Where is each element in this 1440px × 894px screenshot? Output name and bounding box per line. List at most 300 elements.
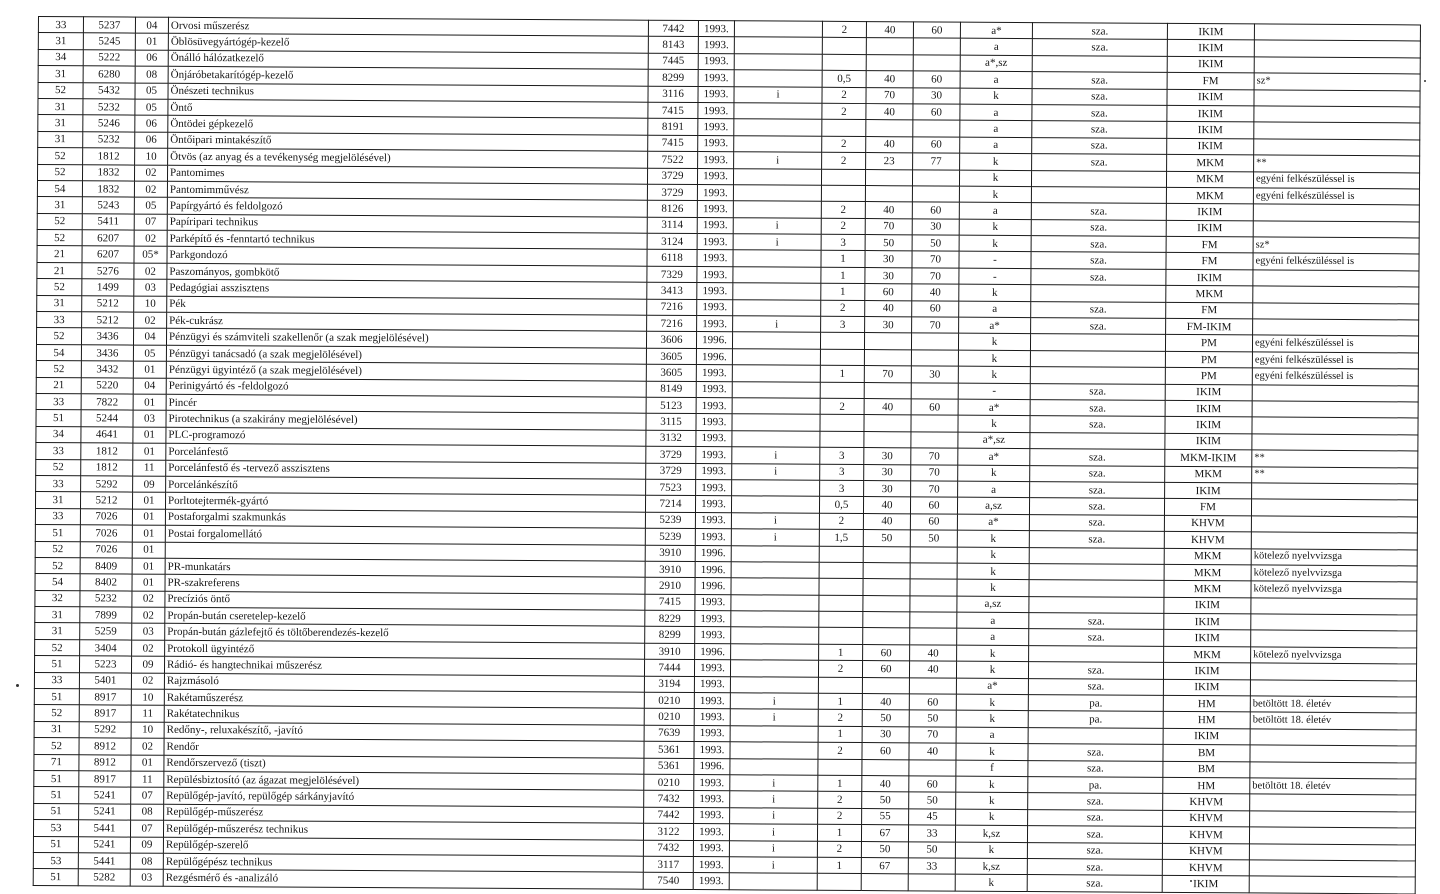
cell-level-code: 33 xyxy=(36,475,81,492)
cell-theory-percent: 60 xyxy=(865,284,912,301)
cell-theory-percent: 60 xyxy=(863,644,910,661)
cell-practice-percent: 50 xyxy=(909,710,956,727)
cell-duration: 1 xyxy=(818,693,862,710)
cell-theory-percent: 50 xyxy=(863,530,910,547)
cell-theory-percent xyxy=(863,546,910,563)
cell-level-code: 51 xyxy=(33,836,78,853)
cell-duration xyxy=(819,579,863,596)
cell-flag xyxy=(733,168,821,185)
cell-sza-mark: sza. xyxy=(1032,88,1167,105)
cell-flag xyxy=(732,381,820,398)
cell-level-code: 34 xyxy=(36,426,81,443)
cell-ministry: IKIM xyxy=(1165,482,1252,499)
cell-year: 1993. xyxy=(696,381,732,398)
cell-occupation-code: 5241 xyxy=(79,787,131,804)
cell-sza-mark: sza. xyxy=(1030,465,1165,482)
cell-exam-type: a,sz xyxy=(957,497,1029,514)
cell-year: 1993. xyxy=(697,316,733,333)
cell-level-code: 52 xyxy=(34,705,79,722)
cell-level-code: 51 xyxy=(34,656,79,673)
cell-occupation-name: Rendőrszervező (tiszt) xyxy=(164,755,644,774)
scanned-register-page xyxy=(33,16,1420,894)
cell-theory-percent: 40 xyxy=(866,104,913,121)
cell-note xyxy=(1250,663,1416,680)
cell-occupation-name: Rajzmásoló xyxy=(164,673,644,692)
cell-year: 1993. xyxy=(698,70,734,87)
cell-note xyxy=(1251,516,1417,533)
cell-practice-percent: 40 xyxy=(909,743,956,760)
cell-sza-mark xyxy=(1029,580,1164,597)
cell-theory-percent xyxy=(862,677,909,694)
cell-sza-mark: sza. xyxy=(1028,744,1163,761)
cell-occupation-name: Öntödei gépkezelő xyxy=(168,116,648,135)
cell-occupation-code: 7822 xyxy=(81,394,133,411)
cell-sza-mark: sza. xyxy=(1032,121,1167,138)
cell-sza-mark xyxy=(1031,170,1166,187)
cell-exam-type: k xyxy=(956,661,1028,678)
cell-duration xyxy=(820,415,864,432)
cell-occupation-code: 5259 xyxy=(80,623,132,640)
cell-ministry: IKIM xyxy=(1163,728,1250,745)
cell-ministry: KHVM xyxy=(1163,794,1250,811)
cell-practice-percent xyxy=(910,563,957,580)
cell-flag xyxy=(731,496,819,513)
cell-note xyxy=(1250,794,1416,811)
cell-duration: 1 xyxy=(820,365,864,382)
cell-flag xyxy=(731,562,819,579)
cell-sza-mark xyxy=(1030,334,1165,351)
cell-sequence-code: 10 xyxy=(134,296,167,313)
cell-occupation-name: Rakétatechnikus xyxy=(164,706,644,725)
cell-year: 1993. xyxy=(696,430,732,447)
cell-occupation-code: 1832 xyxy=(82,164,134,181)
cell-sequence-code: 04 xyxy=(135,17,168,34)
cell-ministry: PM xyxy=(1165,335,1252,352)
cell-note xyxy=(1254,40,1420,57)
cell-sequence-code: 02 xyxy=(132,640,165,657)
cell-exam-type: a* xyxy=(956,678,1028,695)
cell-level-code: 21 xyxy=(37,246,82,263)
cell-duration xyxy=(821,185,865,202)
cell-theory-percent: 40 xyxy=(864,399,911,416)
cell-sza-mark xyxy=(1030,432,1165,449)
cell-practice-percent: 60 xyxy=(910,514,957,531)
cell-occupation-name: Önjáróbetakarítógép-kezelő xyxy=(168,66,648,85)
cell-duration: 0,5 xyxy=(819,497,863,514)
cell-sequence-code: 07 xyxy=(131,787,164,804)
cell-sequence-code: 02 xyxy=(131,738,164,755)
cell-sza-mark: sza. xyxy=(1029,531,1164,548)
cell-feor-code: 7214 xyxy=(645,496,695,513)
cell-note: ** xyxy=(1254,155,1420,172)
cell-feor-code: 7329 xyxy=(647,266,697,283)
cell-year: 1993. xyxy=(693,856,729,873)
cell-occupation-code: 5212 xyxy=(82,312,134,329)
cell-duration: 2 xyxy=(822,21,866,38)
cell-duration: 3 xyxy=(820,480,864,497)
cell-duration: 3 xyxy=(821,316,865,333)
cell-occupation-name: Repülőgép-szerelő xyxy=(163,837,643,856)
cell-level-code: 31 xyxy=(38,98,83,115)
cell-flag xyxy=(730,676,818,693)
cell-ministry: IKIM xyxy=(1167,23,1254,40)
cell-practice-percent: 50 xyxy=(908,841,955,858)
cell-occupation-code: 1812 xyxy=(81,443,133,460)
cell-flag: i xyxy=(730,791,818,808)
cell-exam-type: k xyxy=(956,776,1028,793)
cell-feor-code: 7522 xyxy=(648,151,698,168)
cell-year: 1993. xyxy=(694,742,730,759)
cell-year: 1993. xyxy=(694,807,730,824)
cell-feor-code: 7415 xyxy=(645,594,695,611)
cell-duration: 2 xyxy=(819,513,863,530)
cell-practice-percent: 60 xyxy=(913,137,960,154)
cell-theory-percent: 30 xyxy=(865,317,912,334)
cell-sequence-code: 07 xyxy=(130,820,163,837)
cell-ministry: MKM xyxy=(1166,171,1253,188)
cell-level-code: 21 xyxy=(37,262,82,279)
cell-theory-percent: 50 xyxy=(865,235,912,252)
cell-year: 1993. xyxy=(698,119,734,136)
cell-practice-percent: 70 xyxy=(911,481,958,498)
cell-note: egyéni felkészüléssel is xyxy=(1252,335,1418,352)
cell-ministry: HM xyxy=(1163,777,1250,794)
cell-level-code: 52 xyxy=(37,279,82,296)
cell-year: 1996. xyxy=(695,561,731,578)
cell-level-code: 33 xyxy=(36,443,81,460)
cell-feor-code: 7415 xyxy=(648,102,698,119)
cell-exam-type: a xyxy=(960,120,1032,137)
cell-duration: 2 xyxy=(822,87,866,104)
cell-flag: i xyxy=(732,447,820,464)
cell-practice-percent: 60 xyxy=(912,202,959,219)
cell-sza-mark: sza. xyxy=(1030,400,1165,417)
cell-feor-code: 8149 xyxy=(646,381,696,398)
cell-ministry: PM xyxy=(1165,351,1252,368)
cell-occupation-name: Papírgyártó és feldolgozó xyxy=(167,198,647,217)
cell-ministry: BM xyxy=(1163,761,1250,778)
cell-occupation-code: 5220 xyxy=(81,377,133,394)
cell-note xyxy=(1252,434,1418,451)
cell-ministry: FM xyxy=(1164,499,1251,516)
cell-note xyxy=(1253,303,1419,320)
cell-ministry: IKIM xyxy=(1166,269,1253,286)
cell-year: 1993. xyxy=(694,725,730,742)
cell-practice-percent: 60 xyxy=(913,22,960,39)
cell-flag xyxy=(734,54,822,71)
cell-feor-code: 3910 xyxy=(645,643,695,660)
cell-flag xyxy=(732,414,820,431)
cell-theory-percent: 30 xyxy=(865,267,912,284)
cell-duration: 2 xyxy=(822,136,866,153)
cell-feor-code: 5239 xyxy=(645,528,695,545)
cell-theory-percent: 23 xyxy=(866,153,913,170)
cell-duration xyxy=(817,874,861,891)
cell-ministry: MKM xyxy=(1167,155,1254,172)
cell-theory-percent: 40 xyxy=(863,513,910,530)
cell-practice-percent xyxy=(911,333,958,350)
cell-practice-percent: 70 xyxy=(912,317,959,334)
cell-theory-percent: 70 xyxy=(866,87,913,104)
cell-occupation-code: 5232 xyxy=(83,99,135,116)
scan-speck xyxy=(1190,880,1192,882)
cell-level-code: 33 xyxy=(36,393,81,410)
cell-flag xyxy=(734,21,822,38)
cell-year: 1993. xyxy=(695,496,731,513)
cell-feor-code: 3122 xyxy=(643,823,693,840)
cell-occupation-name: PR-munkatárs xyxy=(165,558,645,577)
cell-note xyxy=(1254,106,1420,123)
cell-level-code: 52 xyxy=(38,82,83,99)
cell-practice-percent xyxy=(910,546,957,563)
cell-occupation-name: Orvosi műszerész xyxy=(168,17,648,36)
cell-duration: 1 xyxy=(821,267,865,284)
cell-exam-type: a xyxy=(960,71,1032,88)
cell-sequence-code: 02 xyxy=(131,673,164,690)
cell-note: egyéni felkészüléssel is xyxy=(1253,171,1419,188)
cell-practice-percent xyxy=(913,55,960,72)
cell-level-code: 31 xyxy=(38,66,83,83)
cell-duration: 1 xyxy=(818,726,862,743)
cell-note: ** xyxy=(1252,466,1418,483)
cell-theory-percent xyxy=(863,612,910,629)
cell-flag: i xyxy=(733,234,821,251)
cell-exam-type: k xyxy=(956,809,1028,826)
cell-occupation-name: PLC-programozó xyxy=(166,427,646,446)
cell-sequence-code: 02 xyxy=(134,263,167,280)
cell-theory-percent: 40 xyxy=(866,136,913,153)
cell-year: 1993. xyxy=(696,479,732,496)
cell-occupation-code: 5401 xyxy=(79,672,131,689)
cell-practice-percent: 50 xyxy=(912,235,959,252)
cell-occupation-name: Postai forgalomellátó xyxy=(165,525,645,544)
cell-sequence-code: 01 xyxy=(132,525,165,542)
cell-duration: 2 xyxy=(821,202,865,219)
cell-sza-mark: sza. xyxy=(1028,793,1163,810)
cell-flag xyxy=(729,873,817,890)
cell-exam-type: k xyxy=(956,792,1028,809)
cell-occupation-name: Rádió- és hangtechnikai műszerész xyxy=(164,657,644,676)
cell-feor-code: 7445 xyxy=(648,53,698,70)
cell-sza-mark: sza. xyxy=(1029,629,1164,646)
scan-speck xyxy=(16,684,19,687)
cell-year: 1993. xyxy=(696,463,732,480)
cell-occupation-name: Repülőgép-műszerész technikus xyxy=(163,820,643,839)
cell-exam-type: k xyxy=(958,350,1030,367)
cell-year: 1993. xyxy=(696,447,732,464)
cell-sequence-code: 11 xyxy=(133,460,166,477)
cell-year: 1993. xyxy=(693,840,729,857)
cell-ministry: FM xyxy=(1167,73,1254,90)
cell-occupation-name: Ötvös (az anyag és a tevékenység megjelölésével) xyxy=(168,148,648,167)
cell-occupation-name: Önészeti technikus xyxy=(168,83,648,102)
cell-exam-type: k xyxy=(959,186,1031,203)
cell-flag xyxy=(734,70,822,87)
cell-exam-type: k xyxy=(959,235,1031,252)
cell-ministry: PM xyxy=(1165,368,1252,385)
cell-note: kötelező nyelvvizsga xyxy=(1251,548,1417,565)
cell-feor-code: 7432 xyxy=(643,840,693,857)
cell-duration xyxy=(818,677,862,694)
cell-feor-code: 8299 xyxy=(645,627,695,644)
cell-feor-code: 5239 xyxy=(645,512,695,529)
cell-practice-percent: 60 xyxy=(913,71,960,88)
cell-occupation-name: Protokoll ügyintéző xyxy=(165,640,645,659)
cell-feor-code: 8229 xyxy=(645,610,695,627)
cell-level-code: 33 xyxy=(35,508,80,525)
cell-flag: i xyxy=(731,512,819,529)
cell-flag: i xyxy=(732,463,820,480)
cell-occupation-name: Repülőgép-műszerész xyxy=(164,804,644,823)
cell-occupation-name: Öntő xyxy=(168,99,648,118)
cell-practice-percent: 70 xyxy=(912,251,959,268)
cell-level-code: 31 xyxy=(38,33,83,50)
cell-sza-mark xyxy=(1028,727,1163,744)
cell-sequence-code: 02 xyxy=(134,165,167,182)
cell-theory-percent: 60 xyxy=(862,661,909,678)
cell-sza-mark: pa. xyxy=(1028,777,1163,794)
cell-note xyxy=(1250,680,1416,697)
cell-sequence-code: 10 xyxy=(131,689,164,706)
cell-feor-code: 3605 xyxy=(646,364,696,381)
cell-level-code: 51 xyxy=(36,410,81,427)
cell-note xyxy=(1253,270,1419,287)
cell-year: 1993. xyxy=(698,135,734,152)
cell-exam-type: a*,sz xyxy=(960,55,1032,72)
cell-note: betöltött 18. életév xyxy=(1250,696,1416,713)
cell-sza-mark: sza. xyxy=(1032,154,1167,171)
cell-occupation-code: 5232 xyxy=(80,590,132,607)
table-body xyxy=(33,17,1420,894)
cell-note xyxy=(1254,57,1420,74)
cell-level-code: 31 xyxy=(38,115,83,132)
cell-note xyxy=(1252,417,1418,434)
cell-sza-mark: sza. xyxy=(1030,383,1165,400)
cell-note xyxy=(1252,483,1418,500)
cell-practice-percent: 45 xyxy=(909,809,956,826)
cell-exam-type: a,sz xyxy=(957,596,1029,613)
cell-exam-type: - xyxy=(959,252,1031,269)
cell-level-code: 51 xyxy=(34,770,79,787)
cell-flag xyxy=(731,578,819,595)
cell-duration: 1 xyxy=(817,857,861,874)
cell-exam-type: a* xyxy=(960,22,1032,39)
cell-ministry: IKIM xyxy=(1167,122,1254,139)
cell-ministry: KHVM xyxy=(1164,515,1251,532)
cell-sza-mark xyxy=(1029,563,1164,580)
cell-occupation-code: 5222 xyxy=(83,50,135,67)
cell-level-code: 51 xyxy=(34,787,79,804)
cell-level-code: 52 xyxy=(37,164,82,181)
cell-year: 1993. xyxy=(693,873,729,890)
cell-level-code: 53 xyxy=(33,852,78,869)
cell-practice-percent: 70 xyxy=(912,268,959,285)
cell-occupation-code: 3436 xyxy=(81,328,133,345)
cell-theory-percent: 50 xyxy=(862,710,909,727)
cell-duration: 3 xyxy=(821,234,865,251)
cell-level-code: 52 xyxy=(36,328,81,345)
cell-level-code: 52 xyxy=(38,148,83,165)
cell-occupation-name: Öntőipari mintakészítő xyxy=(168,132,648,151)
cell-exam-type: k xyxy=(959,284,1031,301)
cell-ministry: IKIM xyxy=(1163,663,1250,680)
cell-theory-percent xyxy=(862,759,909,776)
cell-duration: 2 xyxy=(822,103,866,120)
cell-sequence-code: 01 xyxy=(132,509,165,526)
cell-theory-percent: 55 xyxy=(862,808,909,825)
cell-feor-code: 7540 xyxy=(643,873,693,890)
cell-practice-percent: 60 xyxy=(910,497,957,514)
cell-level-code: 31 xyxy=(37,197,82,214)
cell-level-code: 51 xyxy=(34,689,79,706)
cell-occupation-name: Repülőgépész technikus xyxy=(163,853,643,872)
cell-flag xyxy=(733,267,821,284)
cell-sequence-code: 01 xyxy=(132,492,165,509)
cell-theory-percent: 67 xyxy=(861,857,908,874)
cell-feor-code: 8126 xyxy=(647,201,697,218)
cell-feor-code: 3114 xyxy=(647,217,697,234)
cell-feor-code: 3605 xyxy=(646,348,696,365)
cell-sequence-code: 02 xyxy=(134,312,167,329)
cell-practice-percent: 60 xyxy=(909,694,956,711)
cell-year: 1993. xyxy=(694,774,730,791)
cell-sza-mark xyxy=(1030,350,1165,367)
cell-theory-percent: 67 xyxy=(861,825,908,842)
cell-year: 1993. xyxy=(698,152,734,169)
cell-duration: 1 xyxy=(821,251,865,268)
cell-feor-code: 0210 xyxy=(644,709,694,726)
cell-ministry: IKIM xyxy=(1167,89,1254,106)
cell-note: kötelező nyelvvizsga xyxy=(1251,647,1417,664)
occupation-register-table xyxy=(33,16,1421,894)
cell-year: 1996. xyxy=(695,545,731,562)
cell-sequence-code: 02 xyxy=(132,591,165,608)
cell-duration: 1 xyxy=(818,775,862,792)
cell-practice-percent: 50 xyxy=(910,530,957,547)
cell-flag: i xyxy=(729,857,817,874)
cell-exam-type: k xyxy=(955,874,1027,891)
cell-level-code: 31 xyxy=(35,623,80,640)
cell-year: 1993. xyxy=(697,201,733,218)
cell-sequence-code: 01 xyxy=(135,33,168,50)
cell-sequence-code: 05* xyxy=(134,247,167,264)
cell-occupation-code: 5243 xyxy=(82,197,134,214)
cell-sza-mark: sza. xyxy=(1029,613,1164,630)
cell-theory-percent: 30 xyxy=(864,480,911,497)
cell-flag xyxy=(732,398,820,415)
cell-sza-mark: sza. xyxy=(1032,72,1167,89)
cell-duration: 2 xyxy=(818,742,862,759)
cell-level-code: 34 xyxy=(38,49,83,66)
cell-occupation-code: 7026 xyxy=(80,541,132,558)
cell-feor-code: 6118 xyxy=(647,250,697,267)
cell-sequence-code: 05 xyxy=(133,345,166,362)
cell-exam-type: k xyxy=(958,366,1030,383)
cell-ministry: FM-IKIM xyxy=(1166,318,1253,335)
cell-ministry: MKM xyxy=(1165,466,1252,483)
cell-feor-code: 7442 xyxy=(648,20,698,37)
cell-practice-percent: 40 xyxy=(912,284,959,301)
cell-sequence-code: 01 xyxy=(133,443,166,460)
cell-sequence-code: 02 xyxy=(134,230,167,247)
cell-theory-percent xyxy=(864,415,911,432)
cell-theory-percent xyxy=(864,431,911,448)
cell-feor-code: 0210 xyxy=(644,692,694,709)
cell-duration xyxy=(819,628,863,645)
cell-sza-mark: sza. xyxy=(1031,219,1166,236)
cell-sequence-code: 11 xyxy=(131,771,164,788)
cell-practice-percent xyxy=(911,432,958,449)
